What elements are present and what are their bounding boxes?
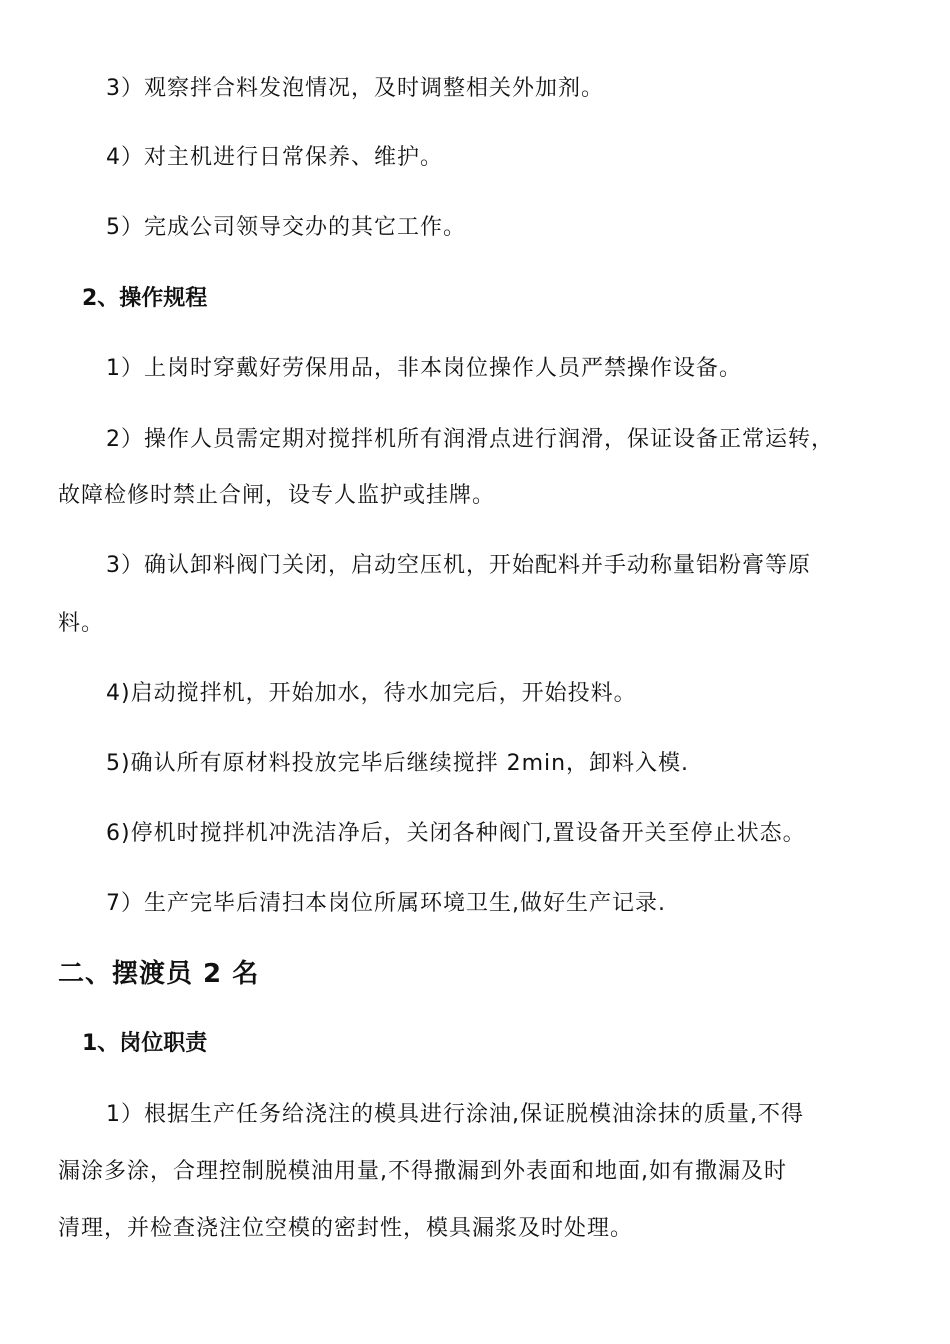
- duty-item-4: 4）对主机进行日常保养、维护。: [106, 145, 443, 170]
- procedure-item-4: 4)启动搅拌机，开始加水，待水加完后，开始投料。: [106, 681, 637, 706]
- duty-item-3: 3）观察拌合料发泡情况，及时调整相关外加剂。: [106, 76, 604, 101]
- ferry-duty-item-1-line-2: 漏涂多涂，合理控制脱模油用量,不得撒漏到外表面和地面,如有撒漏及时: [58, 1159, 787, 1184]
- procedure-item-3-line-2: 料。: [58, 611, 105, 636]
- ferry-duty-item-1-line-3: 清理，并检查浇注位空模的密封性，模具漏浆及时处理。: [58, 1216, 634, 1241]
- procedure-item-1: 1）上岗时穿戴好劳保用品，非本岗位操作人员严禁操作设备。: [106, 356, 742, 381]
- procedure-item-5: 5)确认所有原材料投放完毕后继续搅拌 2min，卸料入模.: [106, 751, 690, 776]
- procedure-item-2-line-1: 2）操作人员需定期对搅拌机所有润滑点进行润滑，保证设备正常运转，: [106, 427, 834, 452]
- duty-item-5: 5）完成公司领导交办的其它工作。: [106, 215, 466, 240]
- procedure-item-6: 6)停机时搅拌机冲洗洁净后，关闭各种阀门,置设备开关至停止状态。: [106, 821, 806, 846]
- section-heading-ferry-operator: 二、摆渡员 2 名: [58, 959, 260, 989]
- procedure-item-2-line-2: 故障检修时禁止合闸，设专人监护或挂牌。: [58, 483, 496, 508]
- procedure-item-3-line-1: 3）确认卸料阀门关闭，启动空压机，开始配料并手动称量铝粉膏等原: [106, 553, 811, 578]
- procedure-item-7: 7）生产完毕后清扫本岗位所属环境卫生,做好生产记录.: [106, 891, 666, 916]
- sub-heading-operating-procedures: 2、操作规程: [82, 286, 208, 311]
- sub-heading-job-duties: 1、岗位职责: [82, 1031, 208, 1056]
- ferry-duty-item-1-line-1: 1）根据生产任务给浇注的模具进行涂油,保证脱模油涂抹的质量,不得: [106, 1102, 804, 1127]
